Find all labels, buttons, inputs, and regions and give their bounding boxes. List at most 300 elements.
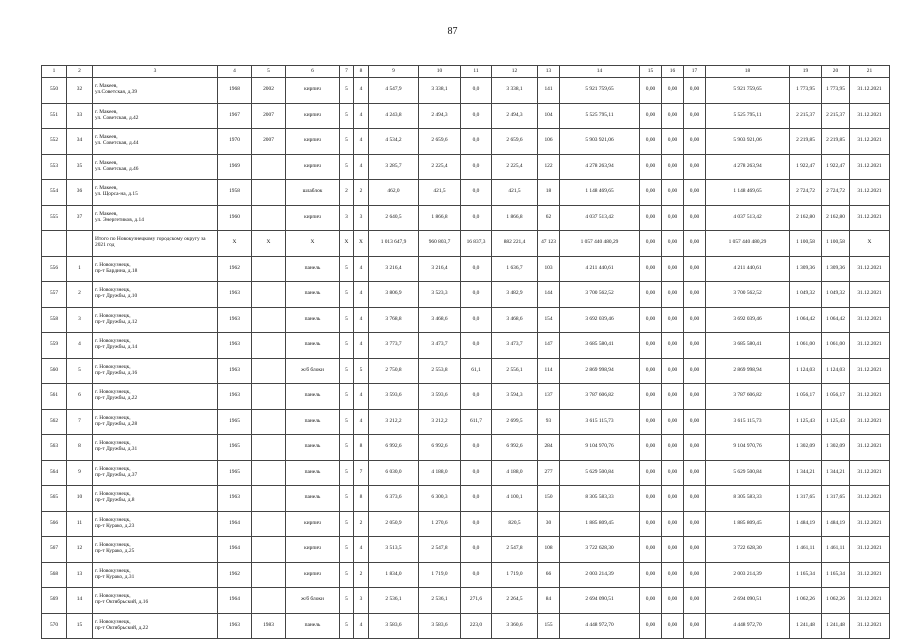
table-cell: 1 719,0	[419, 562, 461, 588]
table-cell: 1 309,36	[822, 256, 850, 282]
table-cell: 2 225,4	[492, 154, 538, 180]
table-cell: 30	[538, 511, 560, 537]
table-cell: 5 903 921,06	[560, 129, 640, 155]
table-cell: 141	[538, 78, 560, 104]
table-cell: 0,00	[640, 588, 662, 614]
table-row	[42, 486, 890, 512]
table-cell: 0,0	[461, 460, 492, 486]
table-cell: 1964	[218, 537, 252, 563]
table-cell: 2 219,85	[790, 129, 822, 155]
table-cell: 2 547,8	[419, 537, 461, 563]
table-cell: 1963	[218, 282, 252, 308]
table-cell: г. Новокузнецк, пр-т Курако, д.31	[93, 562, 218, 588]
table-cell: 4	[354, 384, 369, 410]
table-cell: 1 241,48	[822, 613, 850, 639]
table-cell: 5	[340, 103, 354, 129]
table-cell: 93	[538, 409, 560, 435]
table-cell: 1 062,26	[822, 588, 850, 614]
table-cell: 3 360,6	[492, 613, 538, 639]
table-cell: 2 264,5	[492, 588, 538, 614]
table-cell: 13	[67, 562, 93, 588]
table-cell: 2 659,6	[492, 129, 538, 155]
table-cell	[252, 511, 286, 537]
table-cell: 33	[67, 103, 93, 129]
table-cell: 2 724,72	[790, 180, 822, 206]
table-cell: 0,00	[684, 409, 706, 435]
table-cell: 1 061,00	[790, 333, 822, 359]
table-cell: 3 692 039,46	[706, 307, 790, 333]
table-cell: 0,00	[662, 588, 684, 614]
table-cell: 0,00	[684, 562, 706, 588]
table-cell: 0,00	[684, 282, 706, 308]
table-cell: 2 547,8	[492, 537, 538, 563]
table-row	[42, 103, 890, 129]
column-number-cell: 2	[67, 66, 93, 78]
table-cell: 0,0	[461, 333, 492, 359]
table-cell: 4	[354, 307, 369, 333]
table-cell: 5 921 759,65	[706, 78, 790, 104]
table-cell: 0,00	[684, 384, 706, 410]
table-cell: 4 188,0	[419, 460, 461, 486]
table-cell: 271,6	[461, 588, 492, 614]
table-cell: 3	[354, 205, 369, 231]
table-cell: кирпич	[286, 129, 340, 155]
table-cell	[252, 205, 286, 231]
table-row	[42, 613, 890, 639]
table-cell: г. Новокузнецк, пр-т Дружбы, д.8	[93, 486, 218, 512]
table-cell: г. Новокузнецк, пр-т Курако, д.25	[93, 537, 218, 563]
table-cell: 1 344,21	[822, 460, 850, 486]
table-cell: 0,00	[684, 231, 706, 257]
table-cell: 3 615 115,73	[706, 409, 790, 435]
table-cell: 0,00	[684, 588, 706, 614]
table-cell: 1970	[218, 129, 252, 155]
table-cell: 5 921 759,65	[560, 78, 640, 104]
table-cell: 0,00	[640, 231, 662, 257]
table-cell: 1 165,34	[790, 562, 822, 588]
table-cell: 0,0	[461, 435, 492, 461]
table-cell: 32	[67, 78, 93, 104]
table-cell: 5	[67, 358, 93, 384]
table-cell: X	[252, 231, 286, 257]
table-cell: Итого по Новокузнецкому городскому округу за 2021 год	[93, 231, 218, 257]
table-cell: 2 215,37	[790, 103, 822, 129]
table-cell: 5	[340, 333, 354, 359]
table-cell: 2 724,72	[822, 180, 850, 206]
table-cell: 3 773,7	[369, 333, 419, 359]
table-row	[42, 78, 890, 104]
table-cell	[252, 562, 286, 588]
table-cell: 0,00	[662, 256, 684, 282]
table-cell: 4 534,2	[369, 129, 419, 155]
table-cell: 4	[67, 333, 93, 359]
table-cell: 31.12.2021	[850, 307, 890, 333]
table-cell: г. Новокузнецк, пр-т Дружбы, д.16	[93, 358, 218, 384]
table-cell: 3	[354, 588, 369, 614]
table-cell: 0,00	[640, 78, 662, 104]
table-cell: 882 221,4	[492, 231, 538, 257]
table-cell: 1 885 809,45	[706, 511, 790, 537]
table-cell: 103	[538, 256, 560, 282]
table-row	[42, 358, 890, 384]
table-cell: 5	[340, 384, 354, 410]
table-cell: 0,00	[684, 435, 706, 461]
table-cell: г. Макеев, ул. Советская, д.46	[93, 154, 218, 180]
table-cell: 0,0	[461, 256, 492, 282]
table-cell: 31.12.2021	[850, 180, 890, 206]
column-number-cell: 7	[340, 66, 354, 78]
table-cell: 4	[354, 103, 369, 129]
table-cell: 66	[538, 562, 560, 588]
table-cell: 2 225,4	[419, 154, 461, 180]
table-cell: панель	[286, 282, 340, 308]
table-cell: 0,00	[662, 282, 684, 308]
table-cell: 0,00	[662, 537, 684, 563]
table-cell: 558	[42, 307, 67, 333]
table-cell: 0,0	[461, 103, 492, 129]
table-cell: 31.12.2021	[850, 154, 890, 180]
table-cell: 0,00	[684, 256, 706, 282]
table-cell: 12	[67, 537, 93, 563]
table-cell: 8 305 583,33	[706, 486, 790, 512]
table-cell: 4 243,8	[369, 103, 419, 129]
table-cell: 0,00	[662, 511, 684, 537]
table-cell: 2007	[252, 103, 286, 129]
table-cell: 1 056,17	[790, 384, 822, 410]
table-cell: 2 694 090,51	[560, 588, 640, 614]
column-number-cell: 1	[42, 66, 67, 78]
table-cell: 31.12.2021	[850, 588, 890, 614]
table-row	[42, 384, 890, 410]
table-cell: 1969	[218, 154, 252, 180]
table-cell: 0,00	[640, 409, 662, 435]
table-cell: 106	[538, 129, 560, 155]
table-cell: г. Макеев, ул.Советская, д.39	[93, 78, 218, 104]
table-cell: 31.12.2021	[850, 562, 890, 588]
table-cell: 0,00	[640, 613, 662, 639]
table-cell	[252, 588, 286, 614]
table-cell: 557	[42, 282, 67, 308]
table-cell: 31.12.2021	[850, 384, 890, 410]
table-cell: 1 309,36	[790, 256, 822, 282]
table-cell: 5 629 500,84	[560, 460, 640, 486]
table-cell: 1983	[252, 613, 286, 639]
table-cell: 0,00	[662, 103, 684, 129]
table-cell: 3 473,7	[419, 333, 461, 359]
table-cell: 0,00	[640, 256, 662, 282]
table-cell: 8 305 583,33	[560, 486, 640, 512]
table-cell: 5	[340, 129, 354, 155]
table-cell: 6 992,6	[492, 435, 538, 461]
table-cell: 1 100,58	[822, 231, 850, 257]
table-cell: 0,00	[640, 562, 662, 588]
table-cell: 3 768,8	[369, 307, 419, 333]
table-cell: 2 869 998,94	[706, 358, 790, 384]
table-cell: 9	[67, 460, 93, 486]
table-cell: 1 344,21	[790, 460, 822, 486]
table-cell: 3 338,1	[419, 78, 461, 104]
table-cell: 1 461,11	[790, 537, 822, 563]
table-cell: панель	[286, 384, 340, 410]
table-cell: 0,00	[684, 486, 706, 512]
table-cell: 0,00	[640, 460, 662, 486]
table-cell: 421,5	[492, 180, 538, 206]
table-cell: 3 285,7	[369, 154, 419, 180]
table-cell: 1964	[218, 588, 252, 614]
table-cell: 1960	[218, 205, 252, 231]
table-cell: 5	[340, 460, 354, 486]
table-cell	[252, 256, 286, 282]
table-cell	[252, 154, 286, 180]
table-row	[42, 154, 890, 180]
table-cell: 550	[42, 78, 67, 104]
page-number: 87	[447, 26, 458, 37]
table-row	[42, 460, 890, 486]
table-cell	[252, 282, 286, 308]
table-cell: 0,00	[684, 78, 706, 104]
table-cell: 0,0	[461, 307, 492, 333]
table-cell: 31.12.2021	[850, 205, 890, 231]
table-cell: 3 523,3	[419, 282, 461, 308]
table-cell: 1 834,0	[369, 562, 419, 588]
table-cell: 556	[42, 256, 67, 282]
table-cell: 31.12.2021	[850, 409, 890, 435]
table-cell: 5	[340, 537, 354, 563]
table-cell: 4 278 263,94	[706, 154, 790, 180]
table-cell: 155	[538, 613, 560, 639]
table-cell: 4 547,9	[369, 78, 419, 104]
table-row	[42, 435, 890, 461]
table-cell: 0,00	[640, 435, 662, 461]
table-row	[42, 562, 890, 588]
table-cell	[252, 384, 286, 410]
table-cell: 570	[42, 613, 67, 639]
table-cell: г. Новокузнецк, пр-т Дружбы, д.37	[93, 460, 218, 486]
table-cell: 0,0	[461, 562, 492, 588]
table-cell: 3 806,9	[369, 282, 419, 308]
table-cell: 1967	[218, 103, 252, 129]
table-cell: г. Новокузнецк, пр-т Бардина, д.18	[93, 256, 218, 282]
table-cell: 0,00	[684, 205, 706, 231]
table-cell: 2 694 090,51	[706, 588, 790, 614]
table-cell: 1963	[218, 333, 252, 359]
table-cell: X	[340, 231, 354, 257]
table-cell: 62	[538, 205, 560, 231]
table-cell: 569	[42, 588, 67, 614]
table-cell: 553	[42, 154, 67, 180]
table-cell: шлаблок	[286, 180, 340, 206]
table-cell: 3 212,2	[419, 409, 461, 435]
table-cell: 0,00	[662, 231, 684, 257]
table-cell: г. Новокузнецк, пр-т Октябрьский, д.22	[93, 613, 218, 639]
table-cell: 552	[42, 129, 67, 155]
table-cell: 566	[42, 511, 67, 537]
table-cell: 2 494,3	[419, 103, 461, 129]
table-cell: 0,0	[461, 129, 492, 155]
table-cell: 0,00	[684, 103, 706, 129]
table-cell: 2 162,80	[790, 205, 822, 231]
column-number-cell: 4	[218, 66, 252, 78]
table-cell: 1 124,03	[790, 358, 822, 384]
table-cell: панель	[286, 256, 340, 282]
table-cell: 6 992,6	[419, 435, 461, 461]
table-cell: 0,00	[662, 78, 684, 104]
table-cell: г. Макеев, ул. Энергетиков, д.14	[93, 205, 218, 231]
table-cell	[252, 180, 286, 206]
table-cell: 1 165,34	[822, 562, 850, 588]
table-cell: 0,00	[640, 384, 662, 410]
table-cell: 2 699,5	[492, 409, 538, 435]
table-cell: 562	[42, 409, 67, 435]
table-cell: 1962	[218, 256, 252, 282]
table-cell: 1 317,65	[822, 486, 850, 512]
table-cell: 4 448 972,70	[560, 613, 640, 639]
table-cell: 154	[538, 307, 560, 333]
table-cell: 2 003 214,39	[706, 562, 790, 588]
table-cell: 2 219,85	[822, 129, 850, 155]
table-cell: 1965	[218, 409, 252, 435]
table-cell: 31.12.2021	[850, 78, 890, 104]
table-cell: 2 659,6	[419, 129, 461, 155]
table-cell: 3 212,2	[369, 409, 419, 435]
table-cell: 5	[340, 282, 354, 308]
table-cell: 1968	[218, 78, 252, 104]
table-cell: 1 125,43	[822, 409, 850, 435]
table-cell: 284	[538, 435, 560, 461]
table-cell: 37	[67, 205, 93, 231]
table-cell: 5	[340, 486, 354, 512]
table-row	[42, 282, 890, 308]
table-cell: 1 062,26	[790, 588, 822, 614]
column-number-cell: 6	[286, 66, 340, 78]
table-cell: 0,00	[662, 358, 684, 384]
table-cell: 4 037 513,42	[560, 205, 640, 231]
table-cell: панель	[286, 409, 340, 435]
table-cell: 3 468,6	[419, 307, 461, 333]
column-number-cell: 21	[850, 66, 890, 78]
table-cell: 568	[42, 562, 67, 588]
table-cell: 4 448 972,70	[706, 613, 790, 639]
table-cell: 14	[67, 588, 93, 614]
table-cell: 2 215,37	[822, 103, 850, 129]
table-cell: г. Новокузнецк, пр-т Дружбы, д.14	[93, 333, 218, 359]
table-cell: 5	[340, 588, 354, 614]
table-cell: 2007	[252, 129, 286, 155]
table-cell: 1 013 647,9	[369, 231, 419, 257]
table-cell: 4	[354, 256, 369, 282]
table-cell: 0,0	[461, 205, 492, 231]
table-cell: 3 593,6	[369, 384, 419, 410]
table-cell: 1 049,32	[790, 282, 822, 308]
table-cell: 1 241,48	[790, 613, 822, 639]
table-cell: 0,00	[662, 154, 684, 180]
table-cell: 5 629 500,84	[706, 460, 790, 486]
table-cell: 1 317,65	[790, 486, 822, 512]
table-cell: 0,00	[662, 435, 684, 461]
table-cell: X	[354, 231, 369, 257]
table-cell: 0,00	[640, 358, 662, 384]
table-cell: 0,00	[662, 307, 684, 333]
table-cell: 2	[67, 282, 93, 308]
table-cell: 5	[340, 78, 354, 104]
table-cell: 31.12.2021	[850, 486, 890, 512]
table-cell: 7	[354, 460, 369, 486]
table-cell: 6 300,3	[419, 486, 461, 512]
apartment-buildings-table	[41, 65, 890, 639]
table-cell: 108	[538, 537, 560, 563]
table-cell: 1 056,17	[822, 384, 850, 410]
table-cell: 8	[354, 435, 369, 461]
table-cell	[252, 435, 286, 461]
table-cell	[67, 231, 93, 257]
table-cell: 960 803,7	[419, 231, 461, 257]
table-cell: 3 685 580,41	[706, 333, 790, 359]
column-number-cell: 5	[252, 66, 286, 78]
table-cell: 9 104 970,76	[560, 435, 640, 461]
table-cell: 2	[340, 180, 354, 206]
table-cell: 2 536,1	[369, 588, 419, 614]
table-cell: 2 553,8	[419, 358, 461, 384]
table-cell: 1 719,0	[492, 562, 538, 588]
table-cell: 144	[538, 282, 560, 308]
table-cell: 1 484,19	[822, 511, 850, 537]
table-cell: 5 525 795,11	[560, 103, 640, 129]
column-number-cell: 19	[790, 66, 822, 78]
table-cell: 114	[538, 358, 560, 384]
table-cell: 35	[67, 154, 93, 180]
table-cell: 0,00	[640, 307, 662, 333]
table-cell: 31.12.2021	[850, 613, 890, 639]
table-cell: кирпич	[286, 78, 340, 104]
table-cell: 0,00	[662, 460, 684, 486]
table-cell: 8	[67, 435, 93, 461]
table-cell: 560	[42, 358, 67, 384]
table-cell: 1 148 469,65	[706, 180, 790, 206]
table-cell: 0,00	[640, 511, 662, 537]
table-row	[42, 256, 890, 282]
table-cell: 4 211 440,61	[560, 256, 640, 282]
table-cell: X	[286, 231, 340, 257]
table-cell: 3 583,6	[369, 613, 419, 639]
table-cell: г. Макеев, ул. Советская, д.44	[93, 129, 218, 155]
table-cell: 6 373,6	[369, 486, 419, 512]
table-cell: 5	[340, 256, 354, 282]
table-cell: 4	[354, 154, 369, 180]
table-cell: 4 278 263,94	[560, 154, 640, 180]
table-cell: 104	[538, 103, 560, 129]
table-cell: г. Новокузнецк, пр-т Курако, д.23	[93, 511, 218, 537]
table-cell: 0,0	[461, 78, 492, 104]
table-cell: 0,00	[640, 537, 662, 563]
table-cell: 1 064,42	[822, 307, 850, 333]
table-cell: 0,0	[461, 537, 492, 563]
table-row	[42, 409, 890, 435]
table-cell: 3 216,4	[419, 256, 461, 282]
table-cell: панель	[286, 460, 340, 486]
table-cell: 1 922,47	[822, 154, 850, 180]
table-cell: 4	[354, 129, 369, 155]
table-cell: 0,00	[684, 129, 706, 155]
table-cell: 0,0	[461, 180, 492, 206]
table-cell: 5	[340, 562, 354, 588]
table-cell: 5	[340, 307, 354, 333]
table-cell: 5 525 795,11	[706, 103, 790, 129]
table-cell: кирпич	[286, 205, 340, 231]
table-cell: 3	[67, 307, 93, 333]
table-cell: 3 787 606,82	[706, 384, 790, 410]
table-cell: 1 773,95	[822, 78, 850, 104]
table-cell: 31.12.2021	[850, 435, 890, 461]
